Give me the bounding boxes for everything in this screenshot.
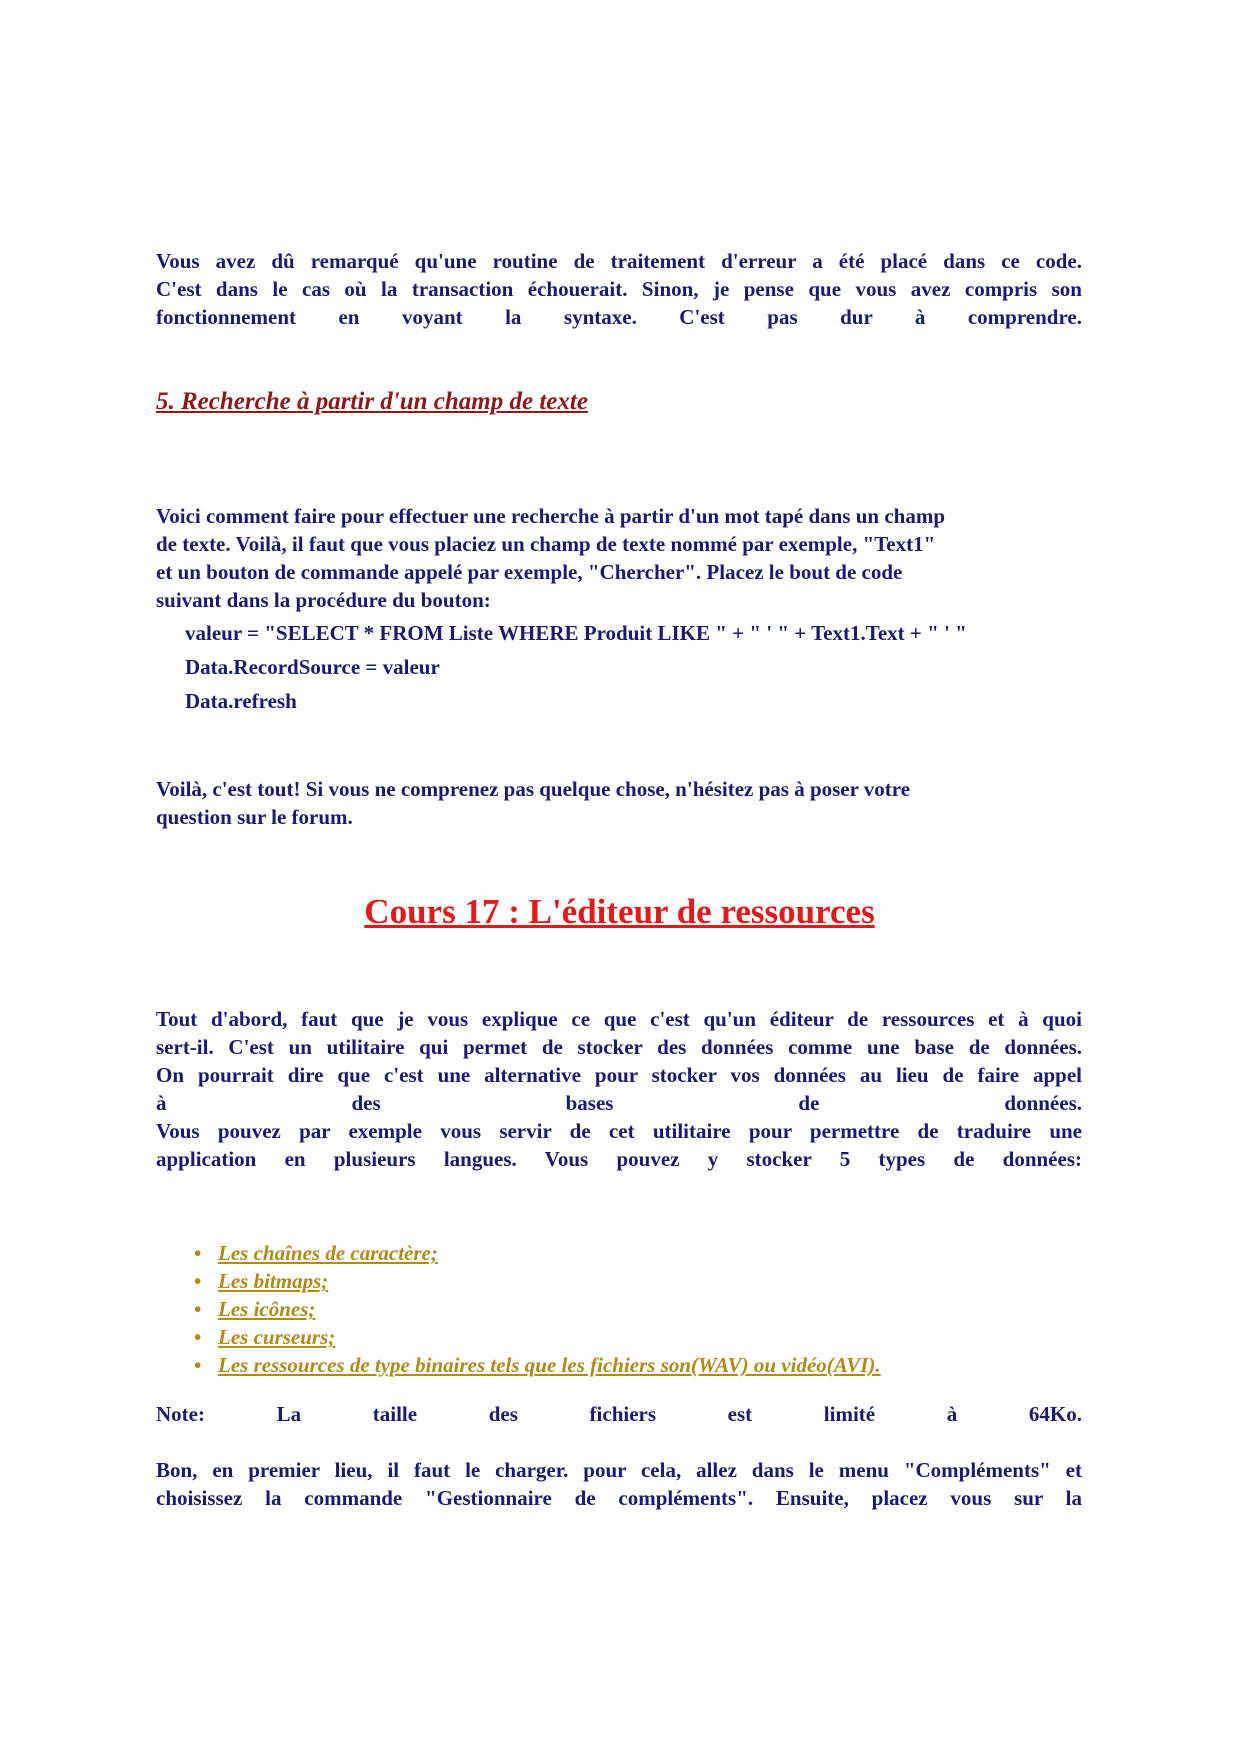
- resource-editor-intro-paragraph: [156, 1005, 1082, 1173]
- course-title: Cours 17 : L'éditeur de ressources: [364, 892, 875, 931]
- list-item-link[interactable]: Les bitmaps;: [218, 1269, 329, 1293]
- paragraph-line: à des bases de données.: [156, 1091, 1082, 1115]
- paragraph-line: Tout d'abord, faut que je vous explique ce que c'est qu'un éditeur de ressources et à quoi: [156, 1007, 1082, 1031]
- paragraph-line: C'est dans le cas où la transaction échouerait. Sinon, je pense que vous avez compris son: [156, 277, 1082, 301]
- paragraph-line: et un bouton de commande appelé par exemple, "Chercher". Placez le bout de code: [156, 560, 903, 584]
- note-paragraph: [156, 1400, 1082, 1428]
- bullet-icon: •: [194, 1269, 202, 1293]
- search-instructions-paragraph: [156, 502, 1082, 614]
- paragraph-line: Vous avez dû remarqué qu'une routine de traitement d'erreur a été placé dans ce code.: [156, 249, 1082, 273]
- paragraph-line: sert-il. C'est un utilitaire qui permet de stocker des données comme une base de données.: [156, 1035, 1082, 1059]
- paragraph-line: fonctionnement en voyant la syntaxe. C'est pas dur à comprendre.: [156, 305, 1082, 329]
- closing-paragraph: [156, 775, 1082, 831]
- paragraph-line: Voilà, c'est tout! Si vous ne comprenez pas quelque chose, n'hésitez pas à poser votre: [156, 777, 911, 801]
- list-item[interactable]: [156, 1323, 881, 1351]
- bullet-icon: •: [194, 1241, 202, 1265]
- paragraph-line: choisissez la commande "Gestionnaire de compléments". Ensuite, placez vous sur la: [156, 1486, 1082, 1510]
- paragraph-line: Vous pouvez par exemple vous servir de cet utilitaire pour permettre de traduire une: [156, 1119, 1082, 1143]
- bullet-icon: •: [194, 1325, 202, 1349]
- bullet-icon: •: [194, 1353, 202, 1377]
- paragraph-line: de texte. Voilà, il faut que vous placiez un champ de texte nommé par exemple, "Text1": [156, 532, 936, 556]
- code-line: Data.refresh: [185, 689, 297, 713]
- paragraph-line: question sur le forum.: [156, 805, 353, 829]
- paragraph-line: Voici comment faire pour effectuer une recherche à partir d'un mot tapé dans un champ: [156, 504, 946, 528]
- bullet-icon: •: [194, 1297, 202, 1321]
- paragraph-line: suivant dans la procédure du bouton:: [156, 588, 491, 612]
- list-item-link[interactable]: Les curseurs;: [218, 1325, 336, 1349]
- note-line: Note: La taille des fichiers est limité à 64Ko.: [156, 1402, 1082, 1426]
- code-line: valeur = "SELECT * FROM Liste WHERE Produit LIKE " + " ' " + Text1.Text + " ' ": [185, 621, 967, 645]
- list-item[interactable]: [156, 1267, 881, 1295]
- code-block: [185, 616, 967, 718]
- list-item[interactable]: [156, 1239, 881, 1267]
- loading-instructions-paragraph: [156, 1456, 1082, 1512]
- paragraph-line: Bon, en premier lieu, il faut le charger. pour cela, allez dans le menu "Compléments" et: [156, 1458, 1082, 1482]
- resource-types-list: [156, 1239, 881, 1379]
- code-line: Data.RecordSource = valeur: [185, 655, 440, 679]
- paragraph-line: On pourrait dire que c'est une alternative pour stocker vos données au lieu de faire appel: [156, 1063, 1082, 1087]
- list-item-link[interactable]: Les icônes;: [218, 1297, 316, 1321]
- list-item-link[interactable]: Les chaînes de caractère;: [218, 1241, 438, 1265]
- section-heading: 5. Recherche à partir d'un champ de texte: [156, 388, 588, 415]
- list-item-link[interactable]: Les ressources de type binaires tels que les fichiers son(WAV) ou vidéo(AVI).: [218, 1353, 881, 1377]
- paragraph-line: application en plusieurs langues. Vous pouvez y stocker 5 types de données:: [156, 1147, 1082, 1171]
- intro-paragraph: [156, 247, 1082, 331]
- list-item[interactable]: [156, 1295, 881, 1323]
- list-item[interactable]: [156, 1351, 881, 1379]
